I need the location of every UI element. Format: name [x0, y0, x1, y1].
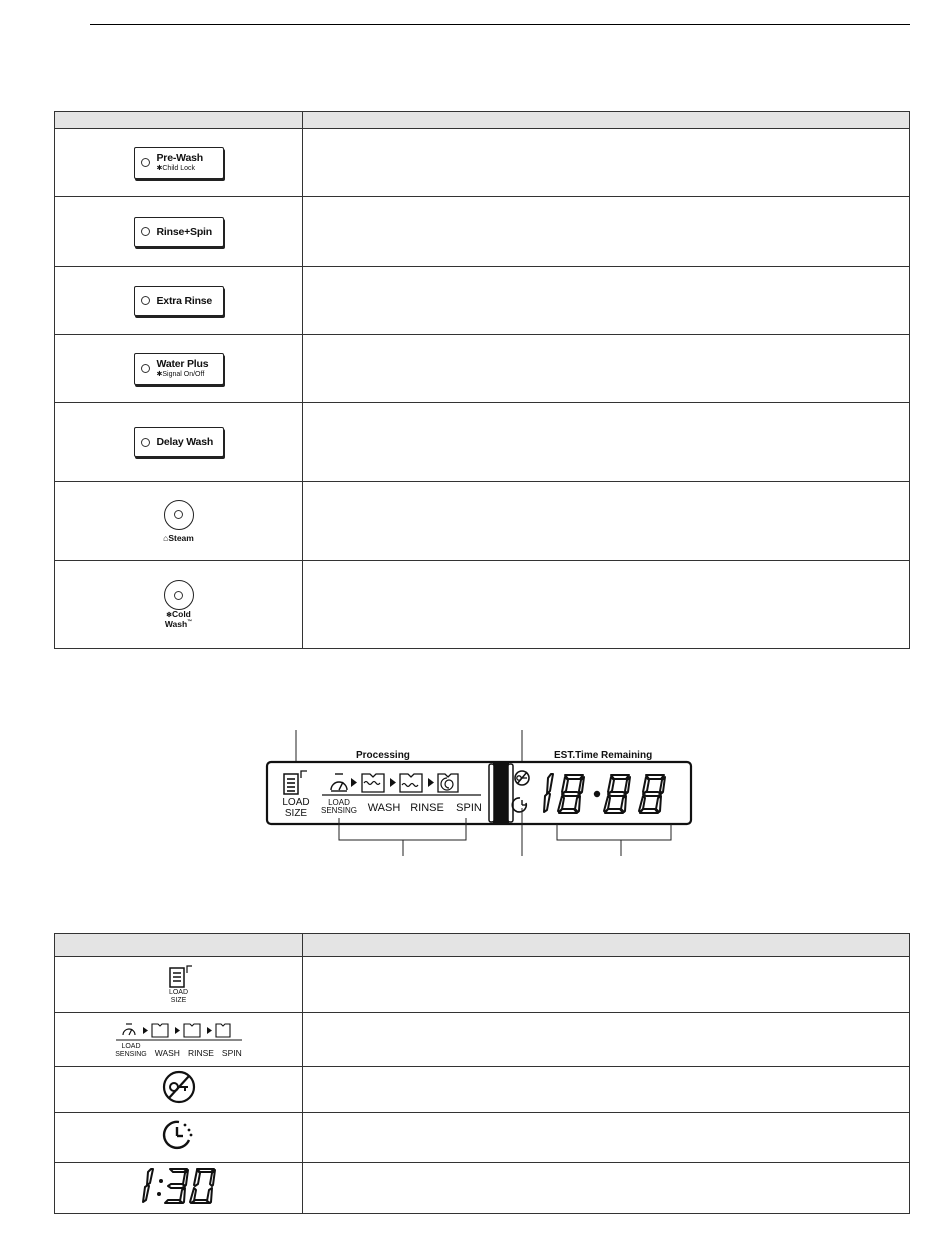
table-row	[55, 1113, 910, 1163]
button-label: Cold	[171, 609, 191, 620]
wash-label: WASH	[154, 1047, 180, 1058]
description-cell	[303, 1013, 910, 1067]
button-label: Extra Rinse	[156, 294, 213, 307]
button-label: Delay Wash	[156, 436, 214, 448]
snowflake-icon: ❄	[166, 612, 172, 620]
button-sublabel: ✱Signal On/Off	[156, 371, 205, 379]
button-sublabel: ✱Child Lock	[156, 165, 196, 173]
load-size-label: LOAD SIZE	[282, 797, 310, 819]
steam-icon: ⌂	[163, 532, 169, 543]
cycle-stage-icons	[114, 1021, 244, 1041]
child-lock-icon	[161, 1069, 197, 1105]
trademark-mark: ™	[187, 618, 193, 625]
table-row	[55, 957, 910, 1013]
rinse-label: RINSE	[187, 1047, 214, 1058]
load-sensing-label: LOAD SENSING	[320, 798, 357, 816]
load-size-icon	[164, 965, 194, 989]
button-label: Water Plus	[156, 357, 209, 370]
delay-wash-icon	[159, 1116, 199, 1154]
time-example-digits	[134, 1166, 224, 1206]
table-row	[55, 1013, 910, 1067]
spin-label: SPIN	[221, 1047, 242, 1058]
description-cell	[303, 957, 910, 1013]
table-row	[55, 1163, 910, 1214]
description-cell	[303, 1067, 910, 1113]
load-sensing-label: LOAD SENSING	[115, 1043, 147, 1058]
cycle-progress-indicator	[114, 1021, 244, 1058]
processing-label: Processing	[356, 750, 410, 761]
button-label-2: Wash	[164, 618, 188, 629]
description-cell	[303, 1163, 910, 1214]
indicator-table-header	[55, 934, 910, 957]
rinse-label: RINSE	[410, 802, 444, 814]
button-label: Pre-Wash	[156, 151, 203, 164]
description-cell	[303, 1113, 910, 1163]
table-row	[55, 1067, 910, 1113]
button-label: Steam	[168, 532, 194, 543]
spin-label: SPIN	[456, 802, 482, 814]
wash-label: WASH	[367, 802, 401, 814]
button-label: Rinse+Spin	[156, 225, 212, 238]
est-time-label: EST.Time Remaining	[554, 750, 653, 761]
load-size-label: LOAD SIZE	[168, 989, 189, 1004]
indicator-table	[54, 933, 910, 1214]
